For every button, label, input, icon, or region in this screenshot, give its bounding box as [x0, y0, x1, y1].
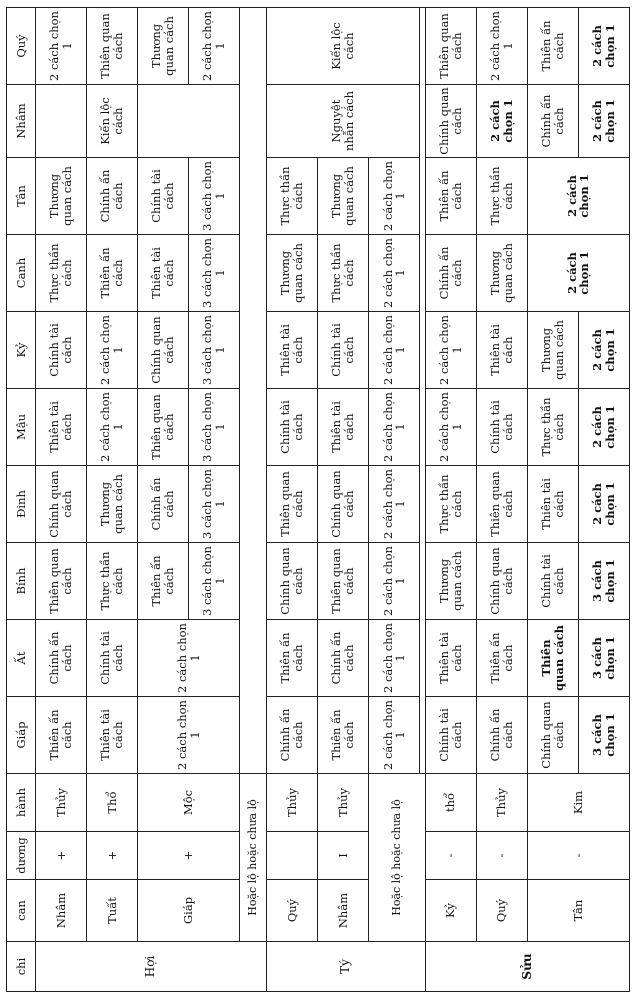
cell: Thực thần cách — [87, 543, 138, 620]
cell: Thực thần cách — [267, 158, 318, 235]
cell: 3 cách chọn 1 — [578, 543, 629, 620]
cell: Thiên quan cách — [138, 389, 189, 466]
cell: + — [87, 832, 138, 880]
table-row — [138, 8, 189, 992]
cell: Mộc — [138, 774, 240, 832]
table-row — [36, 8, 87, 992]
header-ky: Kỷ — [7, 312, 36, 389]
cell: 2 cách chọn 1 — [369, 312, 420, 389]
cell: Chính tài cách — [527, 543, 578, 620]
cell: Thương quan cách — [138, 8, 189, 85]
cell: Thiên tài cách — [527, 466, 578, 543]
cell: Tân — [527, 880, 629, 942]
cell: 2 cách chọn 1 — [578, 466, 629, 543]
table-row — [527, 8, 578, 992]
cell: Kim — [527, 774, 629, 832]
cell: Chính quan cách — [476, 543, 527, 620]
cell: Thủy — [267, 774, 318, 832]
header-at: Ất — [7, 620, 36, 697]
cell: Thiên ấn cách — [318, 697, 369, 774]
cell: Thực thần cách — [36, 235, 87, 312]
cell: Thiên tài cách — [138, 235, 189, 312]
cell: Thiên ấn cách — [476, 620, 527, 697]
cell: Thương quan cách — [87, 466, 138, 543]
cell: Thiên tài cách — [476, 312, 527, 389]
cell: 2 cách chọn 1 — [189, 8, 240, 85]
cell: Chính tài cách — [87, 620, 138, 697]
cell: Chính tài cách — [138, 158, 189, 235]
header-binh: Bính — [7, 543, 36, 620]
cell: 2 cách chọn 1 — [425, 389, 476, 466]
cell: Giáp — [138, 880, 240, 942]
cell: I — [318, 832, 369, 880]
cell: Kỷ — [425, 880, 476, 942]
cell: 2 cách chọn 1 — [138, 620, 240, 697]
cell: Thiên tài cách — [87, 697, 138, 774]
cell: Thương quan cách — [318, 158, 369, 235]
cell — [36, 85, 87, 158]
cell: Thương quan cách — [267, 235, 318, 312]
cell: 2 cách chọn 1 — [476, 85, 527, 158]
cell: Thực thần cách — [425, 466, 476, 543]
cell: Thiên tài cách — [318, 389, 369, 466]
cell: Thiên tài cách — [425, 620, 476, 697]
cell: Chính quan cách — [527, 697, 578, 774]
cell: Chính tài cách — [425, 697, 476, 774]
header-duong: dương — [7, 832, 36, 880]
cell: 2 cách chọn 1 — [369, 543, 420, 620]
chi-hoi: Hợi — [36, 942, 267, 992]
cell: thổ — [425, 774, 476, 832]
header-quy: Quý — [7, 8, 36, 85]
cell: 3 cách chọn 1 — [189, 312, 240, 389]
table-row — [240, 8, 267, 992]
header-tan: Tân — [7, 158, 36, 235]
cell: Nhâm — [36, 880, 87, 942]
cell: Thiên tài cách — [267, 312, 318, 389]
cell: Thiên tài cách — [36, 389, 87, 466]
cell: 2 cách chọn 1 — [87, 312, 138, 389]
cell: + — [138, 832, 240, 880]
header-canh: Canh — [7, 235, 36, 312]
cell: Chính ấn cách — [87, 158, 138, 235]
separator-label: Hoặc lộ hoặc chưa lộ — [240, 774, 267, 942]
cell: Thiên quan cách — [476, 466, 527, 543]
cell: 2 cách chọn 1 — [369, 620, 420, 697]
cell: Chính ấn cách — [36, 620, 87, 697]
cell: Thiên quan cách — [36, 543, 87, 620]
cell: Nhâm — [318, 880, 369, 942]
cell: Thiên quan cách — [87, 8, 138, 85]
cell: 2 cách chọn 1 — [369, 158, 420, 235]
cell: Chính ấn cách — [318, 620, 369, 697]
chi-suu: Sửu — [425, 942, 629, 992]
header-dinh: Đinh — [7, 466, 36, 543]
cell: 3 cách chọn 1 — [578, 620, 629, 697]
cell: 2 cách chọn 1 — [369, 466, 420, 543]
cell: 2 cách chọn 1 — [578, 389, 629, 466]
cell: Kiến lộc cách — [87, 85, 138, 158]
cell: Tuất — [87, 880, 138, 942]
cell: Thương quan cách — [36, 158, 87, 235]
cell: Thiên ấn cách — [36, 697, 87, 774]
cell: Chính quan cách — [267, 543, 318, 620]
cell: Thương quan cách — [425, 543, 476, 620]
cell: 2 cách chọn 1 — [369, 389, 420, 466]
cell: Thực thần cách — [318, 235, 369, 312]
table-row — [267, 8, 318, 992]
cell: Thực thần cách — [527, 389, 578, 466]
cell — [267, 832, 318, 880]
cell: Chính quan cách — [318, 466, 369, 543]
cell: Quý — [267, 880, 318, 942]
cell: Chính ấn cách — [138, 466, 189, 543]
header-hanh: hành — [7, 774, 36, 832]
cell: Nguyệt nhẫn cách — [267, 85, 420, 158]
cell: Thiên quan cách — [527, 620, 578, 697]
cell: Quý — [476, 880, 527, 942]
cell: + — [36, 832, 87, 880]
cell: - — [425, 832, 476, 880]
cell: Thiên quan cách — [318, 543, 369, 620]
cell: Chính ấn cách — [476, 697, 527, 774]
cell: Thiên ấn cách — [267, 620, 318, 697]
cell: Thiên ấn cách — [138, 543, 189, 620]
cell: 3 cách chọn 1 — [189, 466, 240, 543]
cell: Chính quan cách — [36, 466, 87, 543]
cell: 3 cách chọn 1 — [578, 697, 629, 774]
cell: 2 cách chọn 1 — [476, 8, 527, 85]
header-giap: Giáp — [7, 697, 36, 774]
cell — [138, 85, 240, 158]
cell: 2 cách chọn 1 — [369, 697, 420, 774]
cell: Thương quan cách — [527, 312, 578, 389]
cell: Thiên ấn cách — [87, 235, 138, 312]
cell: Kiến lộc cách — [267, 8, 420, 85]
cell: 2 cách chọn 1 — [369, 235, 420, 312]
cell: - — [527, 832, 629, 880]
cell: 2 cách chọn 1 — [578, 85, 629, 158]
header-row — [7, 8, 36, 992]
cach-cuc-table — [6, 7, 630, 992]
cell: Chính tài cách — [476, 389, 527, 466]
table-row — [425, 8, 476, 992]
cell: Chính tài cách — [318, 312, 369, 389]
cell: 2 cách chọn 1 — [527, 235, 629, 312]
cell: 2 cách chọn 1 — [527, 158, 629, 235]
cell — [240, 8, 267, 774]
cell: 2 cách chọn 1 — [578, 8, 629, 85]
cell: 3 cách chọn 1 — [189, 543, 240, 620]
cell: Thương quan cách — [476, 235, 527, 312]
header-nham: Nhâm — [7, 85, 36, 158]
cell: 2 cách chọn 1 — [138, 697, 240, 774]
header-can: can — [7, 880, 36, 942]
cell: Chính ấn cách — [267, 697, 318, 774]
cell: Thực thần cách — [476, 158, 527, 235]
cell: Chính tài cách — [36, 312, 87, 389]
cell: Chính ấn cách — [425, 235, 476, 312]
cell: Thủy — [476, 774, 527, 832]
chi-ty: Tý — [267, 942, 425, 992]
cell: Chính ấn cách — [527, 85, 578, 158]
cell: Thiên quan cách — [425, 8, 476, 85]
header-chi: chi — [7, 942, 36, 992]
table-row — [87, 8, 138, 992]
cell: Thổ — [87, 774, 138, 832]
cell: Thiên ấn cách — [425, 158, 476, 235]
cell: Thiên ấn cách — [527, 8, 578, 85]
cell: 2 cách chọn 1 — [578, 312, 629, 389]
cell: 3 cách chọn 1 — [189, 389, 240, 466]
cell: Thủy — [36, 774, 87, 832]
cell: Chính quan cách — [425, 85, 476, 158]
cell: - — [476, 832, 527, 880]
cell: Chính tài cách — [267, 389, 318, 466]
header-mau: Mậu — [7, 389, 36, 466]
cell: 3 cách chọn 1 — [189, 235, 240, 312]
separator-label: Hoặc lộ hoặc chưa lộ — [369, 774, 425, 942]
cell: 2 cách chọn 1 — [36, 8, 87, 85]
cell: 2 cách chọn 1 — [87, 389, 138, 466]
cell: 3 cách chọn 1 — [189, 158, 240, 235]
cell: 2 cách chọn 1 — [425, 312, 476, 389]
cell: Thiên quan cách — [267, 466, 318, 543]
cell: Chính quan cách — [138, 312, 189, 389]
table-row — [476, 8, 527, 992]
cell: Thủy — [318, 774, 369, 832]
